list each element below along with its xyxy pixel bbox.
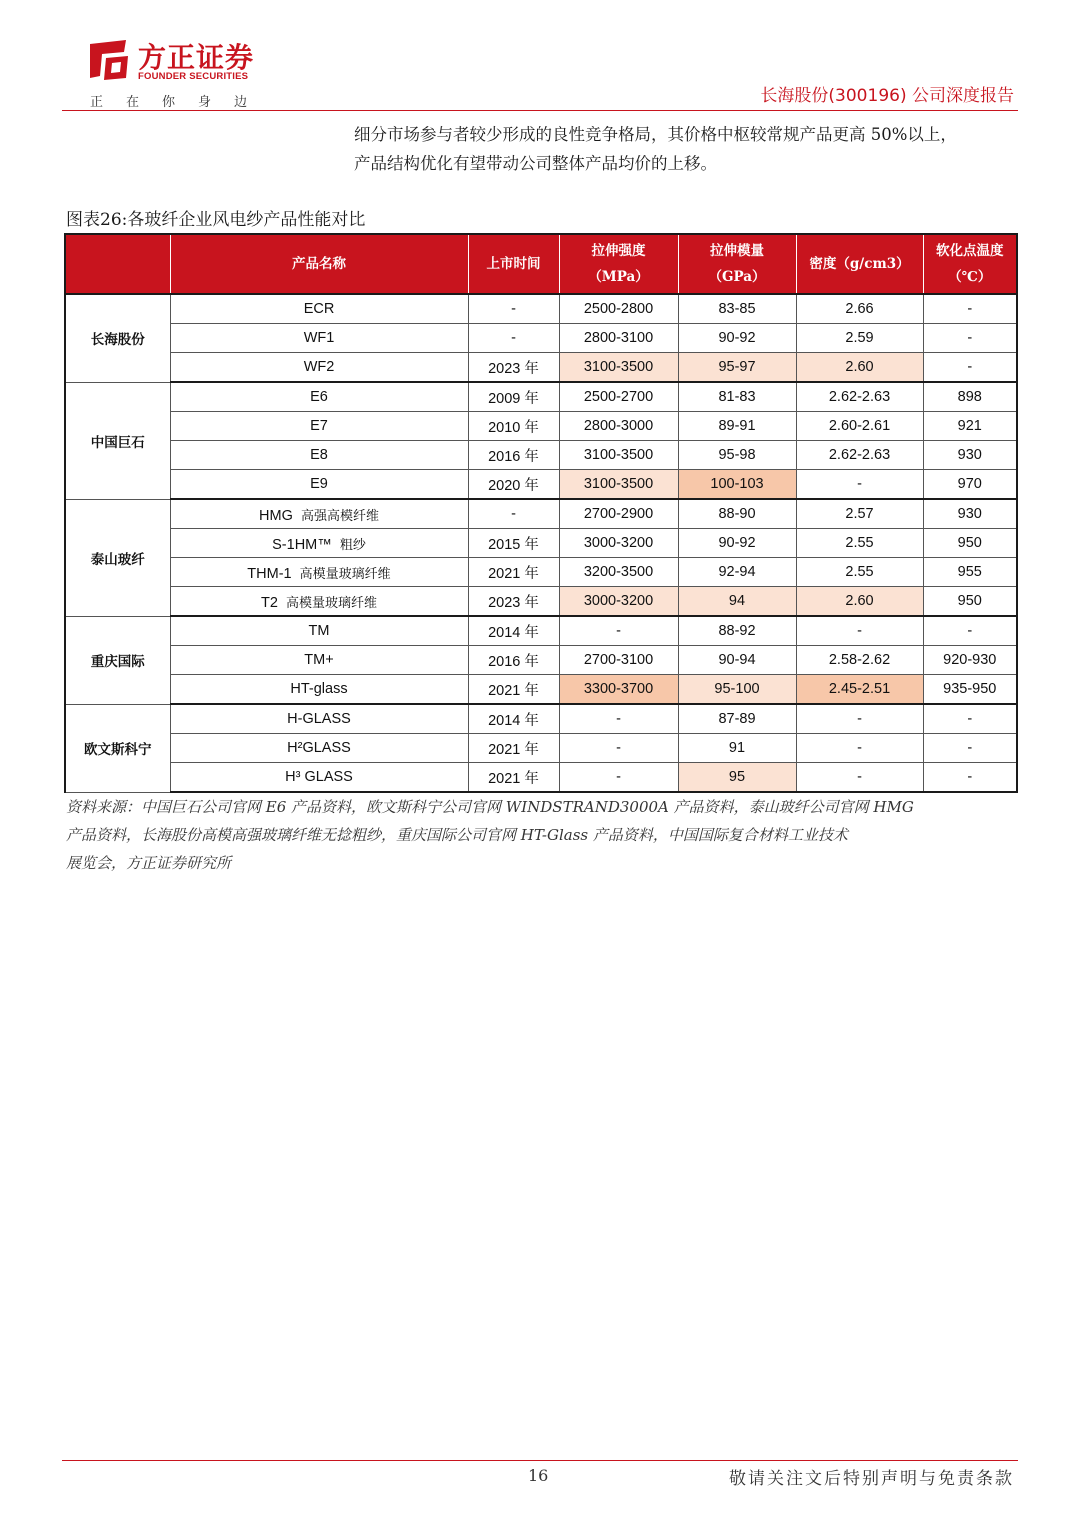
- product-name: TM: [308, 623, 330, 639]
- strength-cell: 2700-3100: [559, 646, 678, 675]
- header-company: [65, 234, 170, 294]
- header-modulus-label: 拉伸模量: [710, 243, 764, 259]
- year-cell: 2010 年: [468, 412, 559, 441]
- softening-cell: 898: [923, 382, 1017, 412]
- source-line-1: 资料来源：中国巨石公司官网 E6 产品资料，欧文斯科宁公司官网 WINDSTRAND3000A 产品资料，泰山玻纤公司官网 HMG: [66, 798, 914, 816]
- density-cell: 2.57: [796, 499, 923, 529]
- source-line-2: 产品资料，长海股份高模高强玻璃纤维无捻粗纱，重庆国际公司官网 HT-Glass 产品资料，中国国际复合材料工业技术: [66, 826, 848, 844]
- table-row: [65, 763, 1017, 793]
- intro-line-2: 产品结构优化有望带动公司整体产品均价的上移。: [354, 154, 717, 173]
- modulus-cell: 91: [678, 734, 796, 763]
- product-name: E9: [310, 476, 328, 492]
- table-row: [65, 441, 1017, 470]
- header-tensile-strength-unit: （MPa）: [588, 269, 649, 285]
- year-cell: -: [468, 499, 559, 529]
- product-cell: [170, 294, 468, 324]
- header-product: 产品名称: [170, 234, 468, 294]
- table-row: [65, 646, 1017, 675]
- year-cell: 2014 年: [468, 616, 559, 646]
- modulus-cell: 81-83: [678, 382, 796, 412]
- header-modulus-unit: （GPa）: [708, 269, 766, 285]
- product-cell: [170, 499, 468, 529]
- product-cell: [170, 382, 468, 412]
- table-row: [65, 294, 1017, 324]
- density-cell: -: [796, 616, 923, 646]
- modulus-cell-highlighted: 94: [678, 587, 796, 617]
- modulus-cell-highlighted: 95: [678, 763, 796, 793]
- product-name: E6: [310, 389, 328, 405]
- product-name: H-GLASS: [287, 711, 351, 727]
- strength-cell: 2800-3100: [559, 324, 678, 353]
- product-name: E8: [310, 447, 328, 463]
- table-row: [65, 587, 1017, 617]
- table-row: [65, 412, 1017, 441]
- table-row: [65, 324, 1017, 353]
- product-cell: [170, 763, 468, 793]
- product-name: WF2: [303, 359, 335, 375]
- modulus-cell: 88-90: [678, 499, 796, 529]
- product-cell: [170, 646, 468, 675]
- product-note: 粗纱: [339, 537, 366, 553]
- strength-cell: 2800-3000: [559, 412, 678, 441]
- year-cell: 2023 年: [468, 587, 559, 617]
- year-cell: 2023 年: [468, 353, 559, 383]
- year-cell: 2016 年: [468, 646, 559, 675]
- product-cell: [170, 558, 468, 587]
- density-cell-highlighted: 2.45-2.51: [796, 675, 923, 705]
- header-launch: 上市时间: [468, 234, 559, 294]
- product-note: 高模量玻璃纤维: [285, 595, 377, 611]
- softening-cell: 920-930: [923, 646, 1017, 675]
- density-cell: 2.58-2.62: [796, 646, 923, 675]
- year-cell: 2021 年: [468, 734, 559, 763]
- product-note: 高强高模纤维: [300, 508, 379, 524]
- softening-cell: 955: [923, 558, 1017, 587]
- density-cell: -: [796, 470, 923, 500]
- product-cell: [170, 616, 468, 646]
- strength-cell: 3200-3500: [559, 558, 678, 587]
- density-cell: 2.55: [796, 558, 923, 587]
- strength-cell: 3100-3500: [559, 441, 678, 470]
- table-row: [65, 529, 1017, 558]
- product-cell: [170, 675, 468, 705]
- product-name: ECR: [303, 301, 335, 317]
- product-cell: [170, 324, 468, 353]
- product-name: H³ GLASS: [285, 769, 353, 785]
- softening-cell: -: [923, 353, 1017, 383]
- product-name: THM-1: [247, 565, 292, 582]
- modulus-cell: 87-89: [678, 704, 796, 734]
- company-cell: 欧文斯科宁: [65, 704, 170, 792]
- product-name: HMG: [259, 507, 293, 524]
- strength-cell-highlighted: 3100-3500: [559, 353, 678, 383]
- strength-cell-highlighted: 3300-3700: [559, 675, 678, 705]
- year-cell: -: [468, 324, 559, 353]
- year-cell: 2021 年: [468, 558, 559, 587]
- product-name: H²GLASS: [287, 740, 351, 756]
- year-cell: 2021 年: [468, 763, 559, 793]
- year-cell: 2015 年: [468, 529, 559, 558]
- softening-cell: 950: [923, 529, 1017, 558]
- modulus-cell-highlighted: 100-103: [678, 470, 796, 500]
- softening-cell: 930: [923, 499, 1017, 529]
- figure-title: 图表26:各玻纤企业风电纱产品性能对比: [66, 210, 366, 230]
- softening-cell: -: [923, 763, 1017, 793]
- product-name: TM+: [304, 652, 334, 668]
- product-name: S-1HM™: [272, 536, 332, 553]
- density-cell: 2.62-2.63: [796, 441, 923, 470]
- year-cell: 2020 年: [468, 470, 559, 500]
- modulus-cell: 89-91: [678, 412, 796, 441]
- density-cell: 2.55: [796, 529, 923, 558]
- slogan: 正在你身边: [90, 95, 271, 110]
- disclaimer-link[interactable]: 敬请关注文后特别声明与免责条款: [729, 1469, 1014, 1489]
- product-name: T2: [261, 594, 278, 611]
- density-cell: 2.60-2.61: [796, 412, 923, 441]
- softening-cell: -: [923, 704, 1017, 734]
- source-line-3: 展览会，方正证券研究所: [66, 854, 232, 872]
- modulus-cell-highlighted: 95-100: [678, 675, 796, 705]
- strength-cell: -: [559, 704, 678, 734]
- page-number: 16: [528, 1466, 549, 1485]
- table-row: [65, 616, 1017, 646]
- softening-cell: 930: [923, 441, 1017, 470]
- year-cell: 2014 年: [468, 704, 559, 734]
- modulus-cell: 90-92: [678, 529, 796, 558]
- softening-cell: 935-950: [923, 675, 1017, 705]
- strength-cell: -: [559, 734, 678, 763]
- table-row: [65, 704, 1017, 734]
- strength-cell-highlighted: 3000-3200: [559, 587, 678, 617]
- modulus-cell: 95-98: [678, 441, 796, 470]
- product-cell: [170, 412, 468, 441]
- company-cell: 长海股份: [65, 294, 170, 382]
- product-note: 高模量玻璃纤维: [299, 566, 391, 582]
- table-row: [65, 734, 1017, 763]
- year-cell: 2009 年: [468, 382, 559, 412]
- performance-table: [64, 233, 1018, 793]
- density-cell: -: [796, 704, 923, 734]
- density-cell: -: [796, 763, 923, 793]
- product-cell: [170, 353, 468, 383]
- product-name: E7: [310, 418, 328, 434]
- table-header-row: [65, 234, 1017, 294]
- footer-divider: [62, 1460, 1018, 1461]
- density-cell: -: [796, 734, 923, 763]
- strength-cell: 2700-2900: [559, 499, 678, 529]
- density-cell-highlighted: 2.60: [796, 353, 923, 383]
- year-cell: 2016 年: [468, 441, 559, 470]
- table-row: [65, 499, 1017, 529]
- softening-cell: -: [923, 616, 1017, 646]
- header-tensile-strength: [559, 234, 678, 294]
- header-softening-unit: （℃）: [948, 269, 992, 285]
- modulus-cell: 90-94: [678, 646, 796, 675]
- modulus-cell: 90-92: [678, 324, 796, 353]
- header-divider: [62, 110, 1018, 111]
- modulus-cell: 92-94: [678, 558, 796, 587]
- product-cell: [170, 529, 468, 558]
- table-row: [65, 382, 1017, 412]
- density-cell: 2.59: [796, 324, 923, 353]
- strength-cell: 3000-3200: [559, 529, 678, 558]
- company-cell: 重庆国际: [65, 616, 170, 704]
- table-row: [65, 675, 1017, 705]
- softening-cell: 950: [923, 587, 1017, 617]
- company-cell: 中国巨石: [65, 382, 170, 499]
- product-name: WF1: [303, 330, 335, 346]
- logo-english-name: FOUNDER SECURITIES: [138, 71, 249, 82]
- header-density: 密度（g/cm3）: [796, 234, 923, 294]
- founder-logo-mark-icon: [86, 38, 132, 82]
- strength-cell: -: [559, 763, 678, 793]
- table-row: [65, 558, 1017, 587]
- source-note: [66, 793, 1016, 877]
- strength-cell: 2500-2700: [559, 382, 678, 412]
- company-cell: 泰山玻纤: [65, 499, 170, 616]
- density-cell-highlighted: 2.60: [796, 587, 923, 617]
- product-cell: [170, 441, 468, 470]
- product-name: HT-glass: [290, 681, 348, 697]
- softening-cell: 970: [923, 470, 1017, 500]
- table-row: [65, 470, 1017, 500]
- intro-paragraph: [354, 120, 1024, 178]
- density-cell: 2.66: [796, 294, 923, 324]
- header-softening: [923, 234, 1017, 294]
- softening-cell: 921: [923, 412, 1017, 441]
- intro-line-1: 细分市场参与者较少形成的良性竞争格局，其价格中枢较常规产品更高 50%以上，: [354, 125, 957, 144]
- softening-cell: -: [923, 294, 1017, 324]
- logo-chinese-name: 方正证券: [138, 41, 255, 74]
- modulus-cell: 83-85: [678, 294, 796, 324]
- softening-cell: -: [923, 324, 1017, 353]
- modulus-cell-highlighted: 95-97: [678, 353, 796, 383]
- product-cell: [170, 734, 468, 763]
- strength-cell-highlighted: 3100-3500: [559, 470, 678, 500]
- product-cell: [170, 470, 468, 500]
- modulus-cell: 88-92: [678, 616, 796, 646]
- product-cell: [170, 587, 468, 617]
- header-softening-label: 软化点温度: [936, 243, 1004, 259]
- strength-cell: 2500-2800: [559, 294, 678, 324]
- header-modulus: [678, 234, 796, 294]
- density-cell: 2.62-2.63: [796, 382, 923, 412]
- softening-cell: -: [923, 734, 1017, 763]
- year-cell: 2021 年: [468, 675, 559, 705]
- table-row: [65, 353, 1017, 383]
- year-cell: -: [468, 294, 559, 324]
- header-tensile-strength-label: 拉伸强度: [591, 243, 646, 259]
- strength-cell: -: [559, 616, 678, 646]
- product-cell: [170, 704, 468, 734]
- report-tag: 长海股份(300196) 公司深度报告: [760, 86, 1014, 106]
